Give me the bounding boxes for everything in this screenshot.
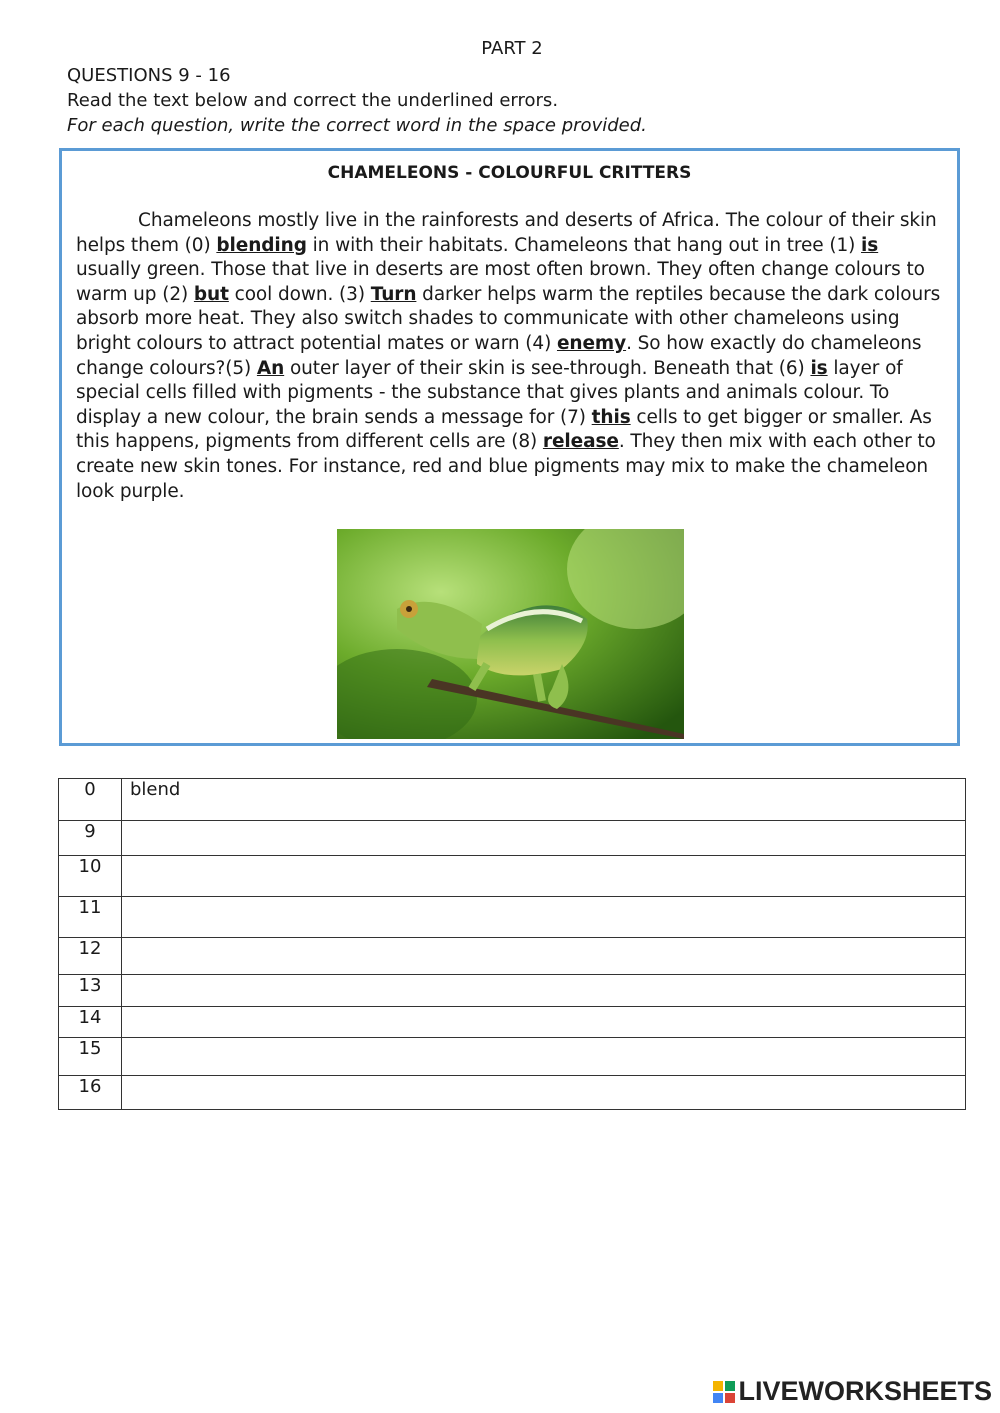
passage-segment: cells to get bigger or smaller. As this happens, pigments from different cells are (8) xyxy=(76,406,932,453)
question-number: 11 xyxy=(59,897,122,938)
answer-row xyxy=(59,1007,966,1038)
answer-cell[interactable] xyxy=(122,1038,966,1076)
passage-title: CHAMELEONS - COLOURFUL CRITTERS xyxy=(327,163,692,183)
passage-segment: . They then mix with each other to create new skin tones. For instance, red and blue pigments may mix to make the chameleon look purple. xyxy=(76,431,936,502)
error-word-7: this xyxy=(591,406,631,428)
error-word-1: is xyxy=(861,234,879,256)
answer-cell[interactable] xyxy=(122,897,966,938)
answer-cell[interactable]: blend xyxy=(122,779,966,821)
answer-row xyxy=(59,779,966,821)
answer-table xyxy=(58,778,966,1110)
error-word-5: An xyxy=(256,357,285,379)
question-number: 9 xyxy=(59,821,122,856)
logo-icon xyxy=(713,1381,735,1403)
question-number: 16 xyxy=(59,1076,122,1110)
question-number: 15 xyxy=(59,1038,122,1076)
error-word-6: is xyxy=(810,357,828,379)
answer-row xyxy=(59,897,966,938)
answer-row xyxy=(59,1076,966,1110)
answer-row xyxy=(59,856,966,897)
instructions-block xyxy=(67,63,647,138)
answer-cell[interactable] xyxy=(122,975,966,1007)
answer-cell[interactable] xyxy=(122,856,966,897)
answer-cell[interactable] xyxy=(122,1007,966,1038)
answer-cell[interactable] xyxy=(122,821,966,856)
answer-cell[interactable] xyxy=(122,1076,966,1110)
question-number: 14 xyxy=(59,1007,122,1038)
passage-segment: in with their habitats. Chameleons that hang out in tree (1) xyxy=(306,234,862,256)
liveworksheets-logo xyxy=(713,1376,992,1407)
passage-segment: cool down. (3) xyxy=(228,283,371,305)
error-word-3: Turn xyxy=(370,283,417,305)
passage-segment: Chameleons mostly live in the rainforests and deserts of Africa. The colour of their skin helps them (0) xyxy=(76,210,937,256)
question-number: 10 xyxy=(59,856,122,897)
question-number: 13 xyxy=(59,975,122,1007)
answer-row xyxy=(59,1038,966,1076)
question-number: 12 xyxy=(59,938,122,975)
error-word-0: blending xyxy=(216,234,307,256)
passage-segment: outer layer of their skin is see-through. Beneath that (6) xyxy=(284,357,811,379)
passage-text xyxy=(76,209,944,504)
question-number: 0 xyxy=(59,779,122,821)
answer-row xyxy=(59,938,966,975)
passage-segment: darker helps warm the reptiles because the dark colours absorb more heat. They also switch shades to communicate with other chameleons using bright colours to attract potential mates or warn (4) xyxy=(76,283,941,354)
answer-row xyxy=(59,975,966,1007)
questions-range: QUESTIONS 9 - 16 xyxy=(67,65,231,86)
passage-segment: usually green. Those that live in deserts are most often brown. They often change colours to warm up (2) xyxy=(76,259,925,305)
reading-passage-box xyxy=(59,148,960,746)
error-word-2: but xyxy=(193,283,229,305)
chameleon-photo xyxy=(337,529,684,739)
error-word-8: release xyxy=(542,431,619,453)
part-title: PART 2 xyxy=(481,38,543,59)
error-word-4: enemy xyxy=(556,332,627,354)
instruction-line-italic: For each question, write the correct word in the space provided. xyxy=(67,115,647,136)
answer-row xyxy=(59,821,966,856)
passage-segment: . So how exactly do chameleons change colours?(5) xyxy=(76,332,922,379)
answer-cell[interactable] xyxy=(122,938,966,975)
passage-segment: layer of special cells filled with pigments - the substance that gives plants and animals colour. To display a new colour, the brain sends a message for (7) xyxy=(76,357,903,428)
instruction-line: Read the text below and correct the underlined errors. xyxy=(67,90,559,111)
logo-text: LIVEWORKSHEETS xyxy=(738,1376,992,1406)
